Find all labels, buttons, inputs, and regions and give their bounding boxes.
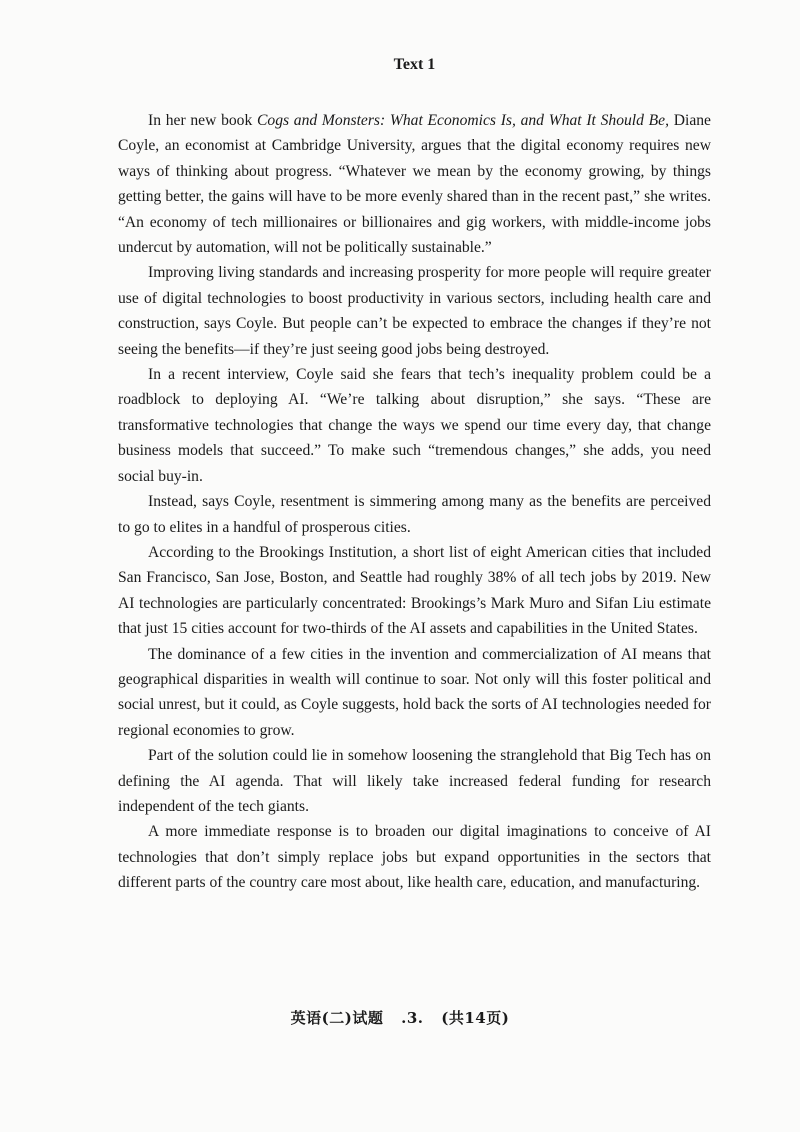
footer-subject: 英语(二)试题	[290, 1009, 384, 1027]
paragraph-7: Part of the solution could lie in somehow loosening the stranglehold that Big Tech has on defining the AI agenda. That will likely take increased federal funding for research independent of the tech giants.	[118, 747, 711, 815]
footer-page-number: .3.	[401, 1009, 424, 1027]
paragraph-1	[118, 108, 711, 260]
book-title: Cogs and Monsters: What Economics Is, and What It Should Be,	[257, 112, 670, 129]
footer-total-pages: (共14页)	[441, 1009, 510, 1027]
page-footer	[0, 1007, 800, 1028]
paragraph-6: The dominance of a few cities in the invention and commercialization of AI means that geographical disparities in wealth will continue to soar. Not only will this foster political and social unrest, but it could, as Coyle suggests, hold back the sorts of AI technologies needed for regional economies to grow.	[118, 645, 711, 739]
document-page	[118, 56, 711, 896]
paragraph-1-lead: In her new book	[148, 112, 257, 129]
paragraph-3: In a recent interview, Coyle said she fears that tech’s inequality problem could be a roadblock to deploying AI. “We’re talking about disruption,” she says. “These are transformative technologies that change the ways we spend our time every day, that change business models that succeed.” To make such “tremendous changes,” she adds, you need social buy-in.	[118, 366, 711, 485]
paragraph-5: According to the Brookings Institution, a short list of eight American cities that included San Francisco, San Jose, Boston, and Seattle had roughly 38% of all tech jobs by 2019. New AI technologies are particularly concentrated: Brookings’s Mark Muro and Sifan Liu estimate that just 15 cities account for two-thirds of the AI assets and capabilities in the United States.	[118, 543, 711, 638]
paragraph-1-body: Diane Coyle, an economist at Cambridge University, argues that the digital economy requires new ways of thinking about progress. “Whatever we mean by the economy growing, by things getting better, the gains will have to be more evenly shared than in the recent past,” she writes. “An economy of tech millionaires or billionaires and gig workers, with middle-income jobs undercut by automation, will not be politically sustainable.”	[118, 112, 711, 257]
paragraph-4: Instead, says Coyle, resentment is simmering among many as the benefits are perceived to go to elites in a handful of prosperous cities.	[118, 493, 711, 536]
paragraph-8: A more immediate response is to broaden our digital imaginations to conceive of AI technologies that don’t simply replace jobs but expand opportunities in the sectors that different parts of the country care most about, like health care, education, and manufacturing.	[118, 823, 711, 892]
paragraph-2: Improving living standards and increasing prosperity for more people will require greater use of digital technologies to boost productivity in various sectors, including health care and construction, says Coyle. But people can’t be expected to embrace the changes if they’re not seeing the benefits—if they’re just seeing good jobs being destroyed.	[118, 264, 711, 358]
page-title: Text 1	[393, 56, 436, 73]
